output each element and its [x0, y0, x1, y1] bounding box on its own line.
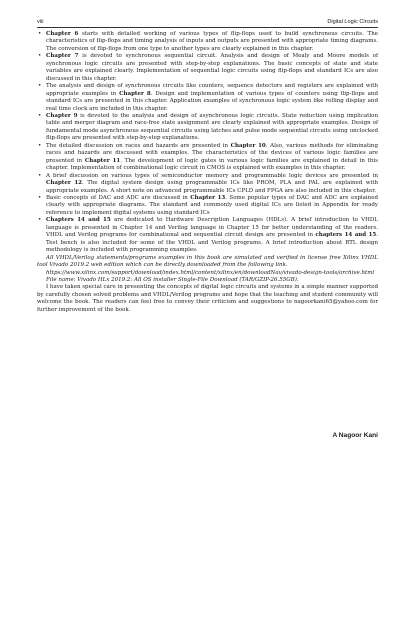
list-item: • The detailed discussion on races and hazards are presented in Chapter 10. Also, various methods for eliminating races and hazards are discussed with examples. The characteristics of the devices of various logic families are presented in Chapter 11. The development of logic gates in various logic families are explained in detail in this chapter. Implementation of combinational logic circuit in CMOS is explained with examples in this chapter. — [38, 142, 379, 172]
list-item: • The analysis and design of synchronous circuits like counters, sequence detectors and registers are explained with appropriate examples in Chapter 8. Design and implementation of various types of counters using flip-flops and standard ICs are presented in this chapter. Application examples of synchronous logic system like rolling display and real time clock are included in this chapter. — [38, 83, 378, 112]
author-signature: A Nagoor Kani — [332, 432, 378, 439]
list-item: • Chapters 14 and 15 are dedicated to Hardware Description Languages (HDLs). A brief introduction to VHDL language is presented in Chapter 14 and Verilog language in Chapter 15 for better understanding of the readers. VHDL and Verilog programs for combinational and sequential circuit design are presented in chapters 14 and 15. Test bench is also included for some of the VHDL and Verilog programs. A brief introduction about RTL design methodology is included with programming examples. — [38, 217, 378, 254]
list-item: • Chapter 6 starts with detailed working of various types of flip-flops used to build synchronous circuits. The characteristics of flip-flops and timing analysis of inputs and outputs are presented with appropriate timing diagrams. The conversion of flip-flops from one type to another types are clearly explained in this chapter. — [38, 31, 378, 52]
simulation-note: All VHDL/Verilog statements/programs examples in this book are simulated and verified in license free Xilinx VHDL tool Vivado 2019.2 web edition which can be directly downloaded from the following link. — [37, 254, 378, 269]
running-header — [37, 17, 378, 27]
page-body — [37, 31, 378, 314]
closing-paragraph: I have taken special care in presenting the concepts of digital logic circuits and systems in a simple manner supported by carefully chosen solved problems and VHDL/Verilog programs and hope that the teaching and student community will welcome the book. The readers can feel free to convey their criticism and suggestions to nagoorkani65@yahoo.com for further improvement of the book. — [37, 284, 378, 313]
list-item: • Chapter 7 is devoted to synchronous sequential circuit. Analysis and design of Mealy and Moore models of synchronous logic circuits are presented with step-by-step explanations. The basic concepts of state and state variables are explained clearly. Implementation of sequential logic circuits using flip-flops and standard ICs are also discussed in this chapter. — [38, 53, 379, 82]
chapter-summary-list — [37, 31, 378, 255]
installer-file-name: File name: Vivado HLx 2019.2: All OS installer Single-File Download (TAR/GZIP-26.55GB). — [46, 276, 299, 283]
download-link[interactable]: https://www.xilinx.com/support/download/index.html/content/xilinx/en/downloadNav/vivado-design-tools/archive.html — [46, 269, 375, 276]
list-item: • Chapter 9 is devoted to the analysis and design of asynchronous logic circuits. State reduction using implication table and merger diagram and race-free state assignment are clearly explained with appropriate examples. Design of fundamental mode asynchronous sequential circuits using latches and pulse mode sequential circuits using unclocked flip-flops are presented with step-by-step explanations. — [38, 112, 378, 142]
header-rule — [37, 27, 378, 28]
page-number: viii — [37, 19, 44, 25]
book-title: Digital Logic Circuits — [327, 19, 378, 25]
list-item: • Basic concepts of DAC and ADC are discussed in Chapter 13. Some popular types of DAC and ADC are explained clearly with appropriate diagrams. The standard and commonly used digital ICs are listed in Appendix for ready reference to implement digital systems using standard ICs — [38, 194, 378, 216]
list-item: • A brief discussion on various types of semiconductor memory and programmable logic devices are presented in Chapter 12. The digital system design using programmable ICs like PROM, PLA and PAL are explained with appropriate examples. A short note on advanced programmable ICs CPLD and FPGA are also included in this chapter. — [38, 172, 379, 194]
